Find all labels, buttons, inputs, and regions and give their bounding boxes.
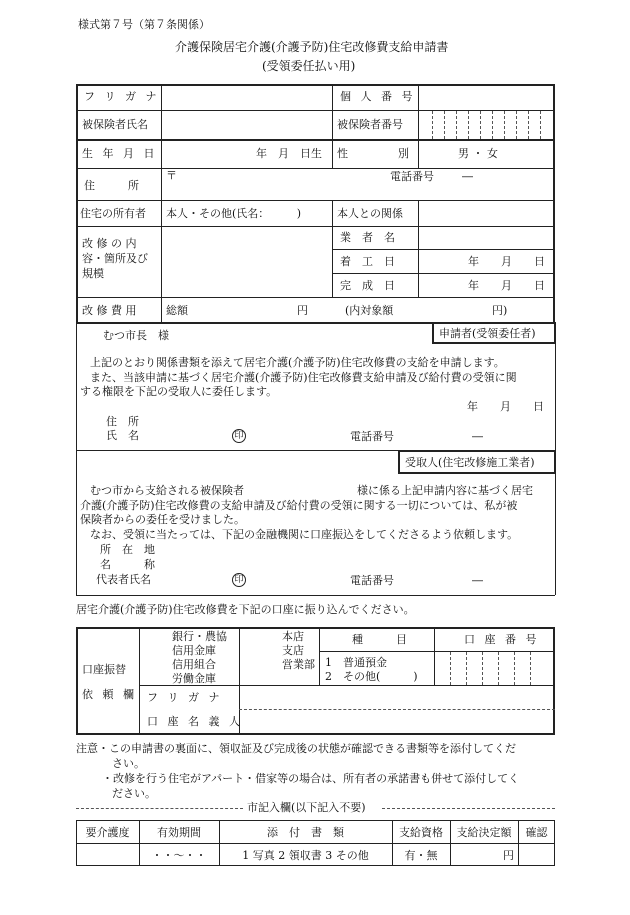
recipient-phone-dash: ― — [472, 574, 483, 587]
insured-name-label: 被保険者氏名 — [82, 118, 148, 131]
form-title: 介護保険居宅介護(介護予防)住宅改修費支給申請書 — [175, 40, 449, 54]
bank-type-3[interactable]: 労働金庫 — [172, 672, 216, 685]
branch-type-1[interactable]: 支店 — [282, 644, 304, 657]
city-value-attachments: 1 写真 2 領収書 3 その他 — [242, 849, 369, 862]
furigana-label: フ リ ガ ナ — [84, 90, 160, 103]
relationship-label: 本人との関係 — [337, 207, 403, 220]
start-work-date: 年 月 日 — [468, 255, 545, 268]
branch-type-2[interactable]: 営業部 — [282, 658, 315, 671]
applicant-phone-label: 電話番号 — [350, 430, 394, 443]
renovation-content-label-2: 容・箇所及び — [82, 252, 148, 265]
transfer-request-label-2: 依 頼 欄 — [82, 688, 137, 701]
recipient-box-label: 受取人(住宅改修施工業者) — [405, 456, 535, 469]
applicant-box-label: 申請者(受領委任者) — [439, 327, 536, 340]
contractor-label: 業 者 名 — [340, 231, 395, 244]
target-amount-label: (内対象額 — [345, 304, 394, 317]
note-1b: さい。 — [112, 757, 145, 770]
cost-label: 改 修 費 用 — [82, 304, 137, 317]
phone-label: 電話番号 — [390, 170, 434, 183]
city-value-care-level — [76, 844, 139, 866]
recipient-line-4: なお、受領に当たっては、下記の金融機関に口座振込をしてくださるよう依頼します。 — [90, 528, 519, 541]
transfer-request-label-1: 口座振替 — [82, 663, 126, 676]
form-subtitle: (受領委任払い用) — [262, 59, 356, 73]
city-header-decision-amount: 支給決定額 — [456, 826, 512, 839]
sex-options[interactable]: 男 ・ 女 — [458, 147, 498, 160]
completion-label: 完 成 日 — [340, 279, 395, 292]
note-2b: ださい。 — [112, 787, 156, 800]
city-header-validity: 有効期間 — [157, 826, 201, 839]
account-kind-option-1[interactable]: 1 普通預金 — [325, 656, 387, 669]
transfer-note: 居宅介護(介護予防)住宅改修費を下記の口座に振り込んでください。 — [76, 603, 415, 616]
request-paragraph-2b: する権限を下記の受取人に委任します。 — [80, 385, 278, 398]
recipient-line-1b: 様に係る上記申請内容に基づく居宅 — [357, 484, 533, 497]
application-date: 年 月 日 — [467, 400, 544, 413]
form-number: 様式第７号（第７条関係） — [78, 18, 210, 31]
total-yen: 円 — [297, 304, 308, 317]
request-paragraph-1: 上記のとおり関係書類を添えて居宅介護(介護予防)住宅改修費の支給を申請します。 — [90, 356, 505, 369]
city-header-care-level: 要介護度 — [85, 826, 130, 839]
recipient-line-3: 保険者からの委任を受けました。 — [80, 513, 245, 526]
addressee: むつ市長 様 — [103, 329, 169, 342]
phone-dash: ― — [462, 170, 473, 183]
individual-number-label: 個 人 番 号 — [340, 90, 416, 103]
account-name-label: 口 座 名 義 人 — [147, 715, 243, 728]
applicant-name-label: 氏 名 — [106, 429, 139, 442]
target-amount-yen: 円) — [492, 304, 508, 317]
city-value-decision-amount: 円 — [503, 849, 514, 862]
postal-mark: 〒 — [166, 169, 177, 182]
recipient-line-1a: むつ市から支給される被保険者 — [90, 484, 244, 497]
sex-label: 性 — [337, 147, 348, 160]
city-header-attachments: 添 付 書 類 — [267, 826, 344, 839]
seal-icon: 印 — [232, 573, 246, 587]
owner-label: 住宅の所有者 — [80, 207, 146, 220]
total-label: 総額 — [166, 304, 188, 317]
note-1a: 注意・この申請書の裏面に、領収証及び完成後の状態が確認できる書類等を添付してくだ — [76, 742, 516, 755]
birthdate-value: 年 月 日生 — [256, 147, 322, 160]
recipient-phone-label: 電話番号 — [350, 574, 394, 587]
representative-label: 代表者氏名 — [96, 573, 151, 586]
request-paragraph-2a: また、当該申請に基づく居宅介護(介護予防)住宅改修費支給申請及び給付費の受領に関 — [90, 371, 517, 384]
seal-icon: 印 — [232, 429, 246, 443]
applicant-phone-dash: ― — [472, 430, 483, 443]
completion-date: 年 月 日 — [468, 279, 545, 292]
location-label: 所 在 地 — [100, 543, 155, 556]
sex-label-suffix: 別 — [398, 147, 409, 160]
birthdate-label: 生 年 月 日 — [82, 147, 158, 160]
city-header-eligibility: 支給資格 — [399, 826, 443, 839]
city-value-validity: ・・～・・ — [151, 849, 207, 862]
bank-furigana-label: フ リ ガ ナ — [147, 691, 223, 704]
insured-number-label: 被保険者番号 — [337, 118, 403, 131]
note-2a: ・改修を行う住宅がアパート・借家等の場合は、所有者の承諾書も併せて添付してく — [102, 772, 520, 785]
company-name-label: 名 称 — [100, 558, 155, 571]
city-header-confirm: 確認 — [525, 826, 548, 839]
city-value-confirm — [518, 844, 555, 866]
owner-value[interactable]: 本人・その他(氏名： ) — [166, 207, 302, 220]
branch-type-0[interactable]: 本店 — [282, 630, 304, 643]
bank-type-2[interactable]: 信用組合 — [172, 658, 216, 671]
start-work-label: 着 工 日 — [340, 255, 395, 268]
applicant-address-label: 住 所 — [106, 415, 139, 428]
address-label: 住 所 — [84, 179, 139, 192]
bank-type-0[interactable]: 銀行・農協 — [172, 630, 227, 643]
account-kind-label: 種 目 — [352, 633, 407, 646]
account-kind-option-2[interactable]: 2 その他( ) — [325, 670, 418, 683]
city-value-eligibility: 有・無 — [404, 849, 438, 862]
renovation-content-label-3: 規模 — [82, 267, 104, 280]
renovation-content-label-1: 改 修 の 内 — [82, 237, 137, 250]
account-number-label: 口 座 番 号 — [464, 633, 540, 646]
recipient-line-2: 介護(介護予防)住宅改修費の支給申請及び給付費の受領に関する一切については、私が被 — [80, 499, 518, 512]
bank-type-1[interactable]: 信用金庫 — [172, 644, 216, 657]
city-section-label: 市記入欄(以下記入不要) — [247, 801, 366, 814]
